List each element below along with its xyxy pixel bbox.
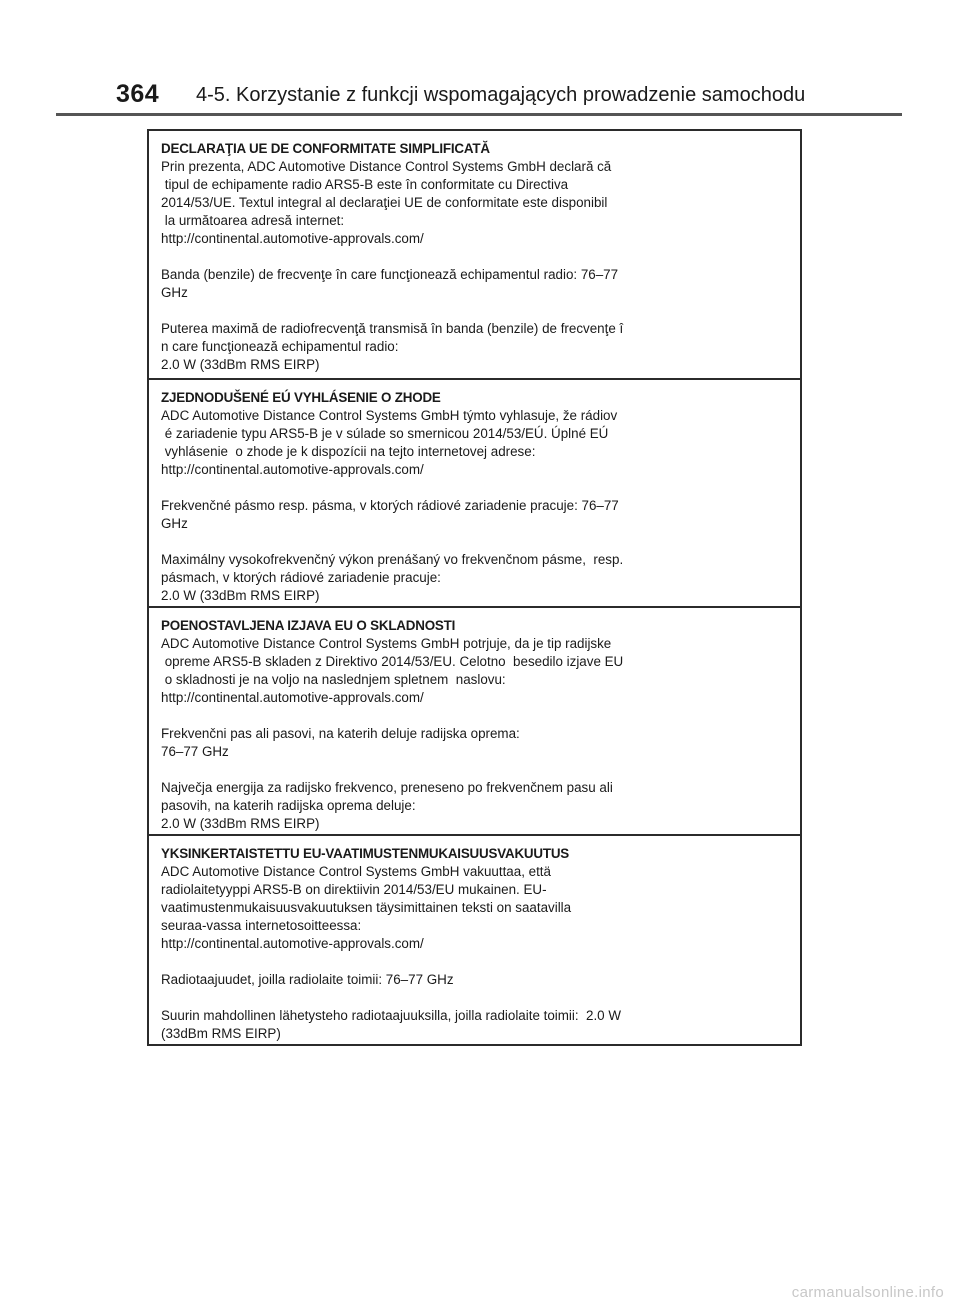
text-line: Frekvenčni pas ali pasovi, na katerih deluje radijska oprema:: [161, 726, 520, 741]
declaration-title: YKSINKERTAISTETTU EU-VAATIMUSTENMUKAISUUSVAKUUTUS: [161, 846, 570, 861]
declaration-title: DECLARAŢIA UE DE CONFORMITATE SIMPLIFICATĂ: [161, 141, 490, 156]
text-line: ADC Automotive Distance Control Systems GmbH vakuuttaa, että: [161, 864, 551, 879]
declarations-box: [147, 129, 802, 1046]
text-line: ADC Automotive Distance Control Systems GmbH potrjuje, da je tip radijske: [161, 636, 612, 651]
watermark: carmanualsonline.info: [791, 1284, 944, 1301]
text-line: Prin prezenta, ADC Automotive Distance Control Systems GmbH declară că: [161, 159, 612, 174]
url-line: http://continental.automotive-approvals.com/: [161, 462, 424, 477]
text-line: 76–77 GHz: [161, 744, 229, 759]
declaration-block-ro: [149, 131, 800, 380]
declaration-block-fi: [149, 836, 800, 1044]
text-line: la următoarea adresă internet:: [161, 213, 345, 228]
declaration-title: POENOSTAVLJENA IZJAVA EU O SKLADNOSTI: [161, 618, 456, 633]
text-line: Puterea maximă de radiofrecvenţă transmisă în banda (benzile) de frecvenţe î: [161, 321, 624, 336]
text-line: vyhlásenie o zhode je k dispozícii na tejto internetovej adrese:: [161, 444, 536, 459]
text-line: Suurin mahdollinen lähetysteho radiotaajuuksilla, joilla radiolaite toimii: 2.0 W: [161, 1008, 621, 1023]
paragraph-gap: [161, 761, 800, 779]
text-line: n care funcţionează echipamentul radio:: [161, 339, 399, 354]
paragraph-gap: [161, 707, 800, 725]
text-line: pásmach, v ktorých rádiové zariadenie pracuje:: [161, 570, 441, 585]
text-line: Radiotaajuudet, joilla radiolaite toimii: 76–77 GHz: [161, 972, 454, 987]
text-line: radiolaitetyyppi ARS5-B on direktiivin 2014/53/EU mukainen. EU-: [161, 882, 547, 897]
declaration-block-sk: [149, 380, 800, 608]
text-line: o skladnosti je na voljo na naslednjem spletnem naslovu:: [161, 672, 506, 687]
text-line: 2014/53/UE. Textul integral al declaraţiei UE de conformitate este disponibil: [161, 195, 608, 210]
text-line: Banda (benzile) de frecvenţe în care funcţionează echipamentul radio: 76–77: [161, 267, 619, 282]
text-line: 2.0 W (33dBm RMS EIRP): [161, 357, 320, 372]
section-title: 4-5. Korzystanie z funkcji wspomagających prowadzenie samochodu: [196, 84, 806, 106]
text-line: Frekvenčné pásmo resp. pásma, v ktorých rádiové zariadenie pracuje: 76–77: [161, 498, 619, 513]
url-line: http://continental.automotive-approvals.com/: [161, 936, 424, 951]
text-line: vaatimustenmukaisuusvakuutuksen täysimittainen teksti on saatavilla: [161, 900, 572, 915]
text-line: seuraa-vassa internetosoitteessa:: [161, 918, 362, 933]
page-number: 364: [116, 80, 160, 108]
text-line: (33dBm RMS EIRP): [161, 1026, 281, 1041]
text-line: tipul de echipamente radio ARS5-B este în conformitate cu Directiva: [161, 177, 569, 192]
paragraph-gap: [161, 302, 800, 320]
page-header: [0, 74, 960, 114]
text-line: ADC Automotive Distance Control Systems GmbH týmto vyhlasuje, že rádiov: [161, 408, 618, 423]
header-rule: [56, 113, 902, 116]
text-line: opreme ARS5-B skladen z Direktivo 2014/53/EU. Celotno besedilo izjave EU: [161, 654, 624, 669]
paragraph-gap: [161, 953, 800, 971]
paragraph-gap: [161, 989, 800, 1007]
text-line: é zariadenie typu ARS5-B je v súlade so smernicou 2014/53/EÚ. Úplné EÚ: [161, 426, 609, 441]
paragraph-gap: [161, 533, 800, 551]
declaration-block-sl: [149, 608, 800, 836]
text-line: Največja energija za radijsko frekvenco, preneseno po frekvenčnem pasu ali: [161, 780, 613, 795]
text-line: 2.0 W (33dBm RMS EIRP): [161, 816, 320, 831]
paragraph-gap: [161, 248, 800, 266]
url-line: http://continental.automotive-approvals.com/: [161, 690, 424, 705]
text-line: pasovih, na katerih radijska oprema deluje:: [161, 798, 416, 813]
url-line: http://continental.automotive-approvals.com/: [161, 231, 424, 246]
text-line: GHz: [161, 516, 188, 531]
text-line: GHz: [161, 285, 188, 300]
paragraph-gap: [161, 479, 800, 497]
text-line: Maximálny vysokofrekvenčný výkon prenášaný vo frekvenčnom pásme, resp.: [161, 552, 624, 567]
text-line: 2.0 W (33dBm RMS EIRP): [161, 588, 320, 603]
declaration-title: ZJEDNODUŠENÉ EÚ VYHLÁSENIE O ZHODE: [161, 390, 441, 405]
